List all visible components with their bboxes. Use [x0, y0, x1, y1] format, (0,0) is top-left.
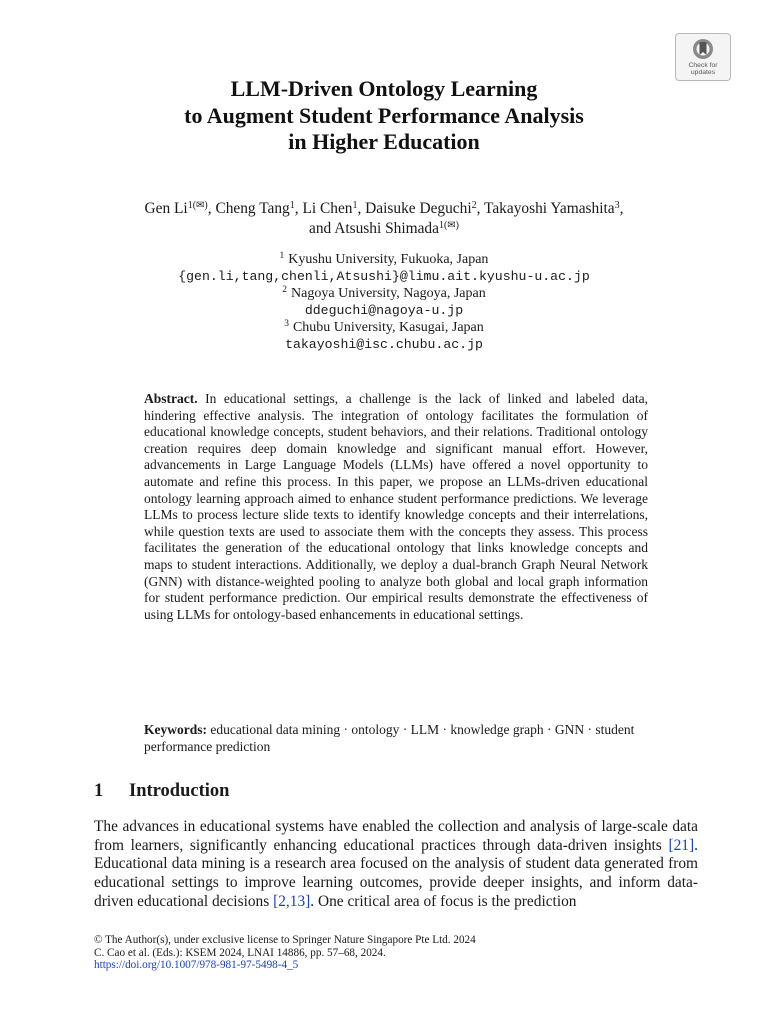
affiliation-number: 2: [282, 285, 288, 295]
affiliation-email: takayoshi@isc.chubu.ac.jp: [285, 337, 483, 352]
author-affiliation-mark: 1(✉): [438, 220, 460, 231]
author-name: Gen Li: [144, 200, 188, 217]
author-affiliation-mark: 1(✉): [187, 200, 208, 211]
intro-text: . Educational data mining is a research area focused on the analysis of student data generated from educational settings to improve learning outcomes, provide deeper insights, and inform data-driven educational decisions: [94, 836, 698, 910]
affiliation-name: Chubu University, Kasugai, Japan: [292, 320, 484, 335]
author-name: Takayoshi Yamashita: [484, 200, 615, 217]
keywords-text: educational data mining · ontology · LLM · knowledge graph · GNN · student performance prediction: [144, 722, 635, 754]
citation-link[interactable]: [2,13]: [273, 892, 311, 910]
author-name: Atsushi Shimada: [334, 220, 439, 237]
intro-text: The advances in educational systems have enabled the collection and analysis of large-scale data from learners, significantly enhancing educational practices through data-driven insights: [94, 818, 698, 854]
affiliation-number: 1: [279, 251, 285, 261]
author-affiliation-mark: 3: [614, 200, 620, 211]
author-conjunction: and: [308, 220, 332, 237]
affiliation-email: ddeguchi@nagoya-u.jp: [304, 303, 464, 318]
title-line-1: LLM-Driven Ontology Learning: [230, 76, 538, 101]
paper-title: [0, 76, 768, 156]
affiliation-name: Kyushu University, Fukuoka, Japan: [288, 252, 489, 267]
section-number: 1: [94, 781, 104, 801]
affiliation-name: Nagoya University, Nagoya, Japan: [291, 286, 486, 301]
author-affiliation-mark: 1: [352, 200, 358, 211]
check-for-updates-badge[interactable]: [675, 33, 731, 81]
section-title: Introduction: [129, 781, 230, 801]
affiliation-email: {gen.li,tang,chenli,Atsushi}@limu.ait.kyushu-u.ac.jp: [178, 269, 590, 284]
affiliations: [0, 251, 768, 353]
abstract: [144, 391, 648, 623]
affiliation-item: [0, 285, 768, 302]
section-heading: [94, 780, 229, 802]
affiliation-number: 3: [284, 319, 289, 329]
keywords-label: Keywords:: [144, 722, 207, 737]
author-name: Li Chen: [302, 200, 353, 217]
badge-line-1: Check for: [688, 62, 718, 69]
author-name: Cheng Tang: [215, 200, 290, 217]
affiliation-item: [0, 251, 768, 268]
badge-line-2: updates: [690, 69, 716, 76]
copyright-line: © The Author(s), under exclusive license to Springer Nature Singapore Pte Ltd. 2024: [94, 934, 476, 946]
author-affiliation-mark: 1: [289, 200, 295, 211]
author-affiliation-mark: 2: [471, 200, 477, 211]
citation-line: C. Cao et al. (Eds.): KSEM 2024, LNAI 14886, pp. 57–68, 2024.: [94, 946, 386, 959]
author-name: Daisuke Deguchi: [365, 200, 472, 217]
author-list: Gen $Li^{1(✉)}$, Cheng Tang$^1$, Li Chen$^1$, Daisuke Deguchi$^2$, Takayoshi Yamashita$^3$, and Atsushi Shimada$^{1(✉)}$: [144, 200, 624, 237]
doi-link[interactable]: https://doi.org/10.1007/978-981-97-5498-4_5: [94, 959, 299, 972]
abstract-text: In educational settings, a challenge is the lack of linked and labeled data, hindering effective analysis. The integration of ontology facilitates the formulation of educational knowledge concepts, student behaviors, and their relations. Traditional ontology creation requires deep domain knowledge and significant manual effort. However, advancements in Large Language Models (LLMs) have offered a novel opportunity to automate and refine this process. In this paper, we propose an LLMs-driven educational ontology learning approach aimed to enhance student performance predictions. We leverage LLMs to process lecture slide texts to identify knowledge concepts and their interrelations, while question texts are used to associate them with the concepts they assess. This process facilitates the generation of the educational ontology that links knowledge concepts and maps to student interactions. Additionally, we deploy a dual-branch Graph Neural Network (GNN) with distance-weighted pooling to analyze both global and local graph information for student performance prediction. Our empirical results demonstrate the effectiveness of using LLMs for ontology-based enhancements in educational settings.: [144, 391, 648, 622]
affiliation-item: [0, 319, 768, 336]
intro-paragraph: [94, 818, 698, 912]
title-line-2: to Augment Student Performance Analysis: [184, 102, 584, 128]
citation-link[interactable]: [21]: [668, 836, 695, 854]
keywords: [144, 722, 648, 755]
intro-text: . One critical area of focus is the prediction: [310, 892, 577, 910]
title-line-3: in Higher Education: [288, 129, 480, 154]
abstract-label: Abstract.: [144, 391, 198, 406]
copyright-footnote: [94, 934, 476, 972]
bookmark-icon: [690, 38, 716, 62]
